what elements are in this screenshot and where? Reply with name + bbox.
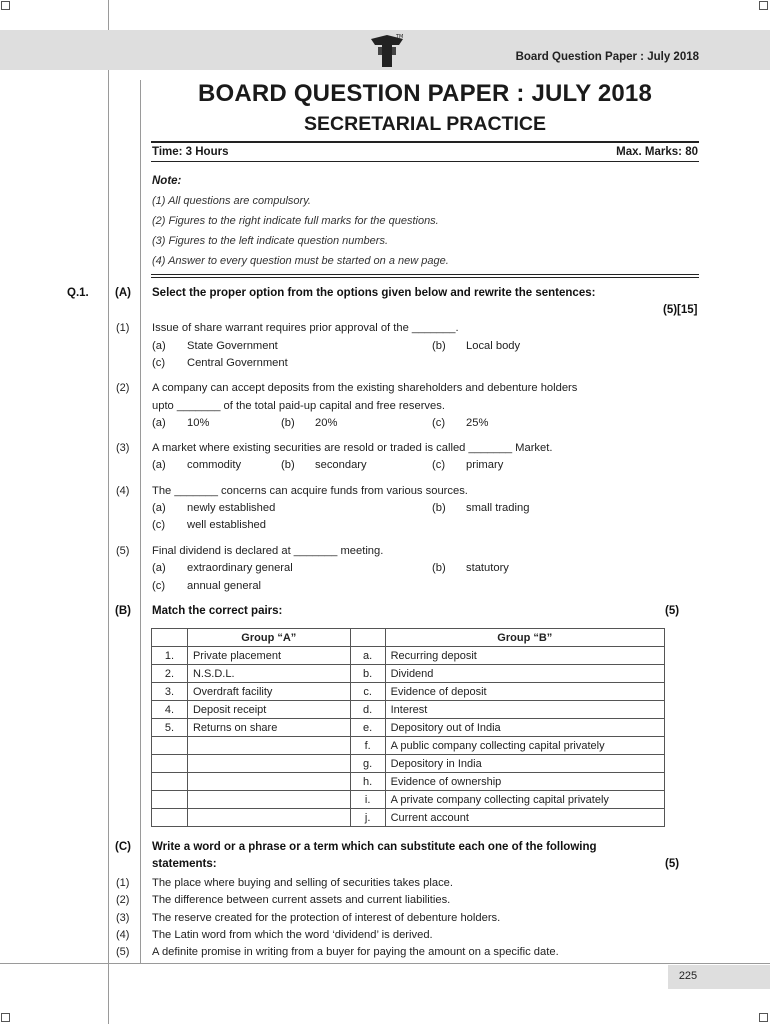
table-cell: A private company collecting capital privately [385,791,664,809]
table-row [152,719,665,737]
option-text: annual general [187,580,262,592]
statement-number: (5) [116,946,130,958]
table-cell: Interest [385,701,664,719]
section-instruction: Select the proper option from the options given below and rewrite the sentences: [152,287,596,299]
option-text: extraordinary general [187,562,293,574]
table-cell: Depository out of India [385,719,664,737]
table-cell [152,791,188,809]
table-header-cell: Group “A” [187,629,350,647]
time-label: Time: 3 Hours [152,146,229,158]
mcq-text: The _______ concerns can acquire funds from various sources. [152,485,468,497]
table-cell: Recurring deposit [385,647,664,665]
section-instruction: Match the correct pairs: [152,605,283,617]
page-number: 225 [678,970,698,982]
table-cell: j. [350,809,385,827]
note-rule [151,274,699,275]
table-cell: Evidence of ownership [385,773,664,791]
mcq-text: Issue of share warrant requires prior approval of the _______. [152,322,459,334]
running-header: Board Question Paper : July 2018 [515,51,699,63]
statement-number: (2) [116,894,130,906]
footer-line [0,963,770,964]
table-header-cell [350,629,385,647]
table-row [152,809,665,827]
table-row [152,737,665,755]
option-text: well established [187,519,266,531]
option-label: (b) [281,459,295,471]
statement-text: The Latin word from which the word ‘dividend’ is derived. [152,929,433,941]
table-row [152,701,665,719]
question-number: Q.1. [67,287,89,299]
table-cell: f. [350,737,385,755]
table-cell: 5. [152,719,188,737]
note-title: Note: [152,175,182,187]
option-text: primary [466,459,504,471]
table-cell [152,755,188,773]
time-rule [151,161,699,162]
mcq-number: (4) [116,485,130,497]
mcq-text: A company can accept deposits from the existing shareholders and debenture holders [152,382,578,394]
table-cell: c. [350,683,385,701]
option-text: small trading [466,502,530,514]
table-cell: 4. [152,701,188,719]
margin-line-inner [140,80,141,963]
table-cell [152,773,188,791]
option-label: (a) [152,417,166,429]
note-item: (1) All questions are compulsory. [152,195,311,207]
option-label: (a) [152,340,166,352]
section-marks: (5) [665,858,680,870]
option-label: (b) [281,417,295,429]
table-cell: b. [350,665,385,683]
time-marks-row [152,146,698,158]
table-header-cell: Group “B” [385,629,664,647]
option-label: (a) [152,562,166,574]
statement-text: The place where buying and selling of securities takes place. [152,877,453,889]
option-text: 20% [315,417,338,429]
table-row [152,683,665,701]
section-marks: (5) [665,605,680,617]
table-cell [187,755,350,773]
table-cell: h. [350,773,385,791]
section-label: (A) [115,287,131,299]
statement-number: (1) [116,877,130,889]
option-label: (c) [152,580,166,592]
section-label: (C) [115,841,131,853]
mcq-text-continued: upto _______ of the total paid-up capital and free reserves. [152,400,445,412]
statement-text: A definite promise in writing from a buyer for paying the amount on a specific date. [152,946,559,958]
statement-text: The reserve created for the protection of interest of debenture holders. [152,912,501,924]
table-row [152,647,665,665]
option-text: newly established [187,502,276,514]
subject-title: SECRETARIAL PRACTICE [304,113,546,135]
mcq-text: A market where existing securities are resold or traded is called _______ Market. [152,442,553,454]
crop-mark-top-right [759,1,768,10]
table-cell: g. [350,755,385,773]
option-text: Central Government [187,357,288,369]
option-text: secondary [315,459,367,471]
table-cell: Overdraft facility [187,683,350,701]
option-label: (b) [432,340,446,352]
table-cell: a. [350,647,385,665]
table-cell: Depository in India [385,755,664,773]
statement-number: (3) [116,912,130,924]
max-marks-label: Max. Marks: 80 [616,146,698,158]
margin-line-footer [108,963,109,1024]
section-instruction-continued: statements: [152,858,217,870]
table-cell: N.S.D.L. [187,665,350,683]
svg-text:TM: TM [396,34,404,40]
table-row [152,665,665,683]
option-label: (c) [152,519,166,531]
paper-title: BOARD QUESTION PAPER : JULY 2018 [197,80,653,107]
note-item: (4) Answer to every question must be started on a new page. [152,255,449,267]
statement-number: (4) [116,929,130,941]
table-cell [152,737,188,755]
option-label: (c) [432,417,446,429]
table-cell: 2. [152,665,188,683]
match-table-body [152,647,665,827]
table-cell: 1. [152,647,188,665]
margin-line-left [108,70,109,963]
table-cell: Evidence of deposit [385,683,664,701]
table-cell: e. [350,719,385,737]
table-cell: Returns on share [187,719,350,737]
option-label: (a) [152,502,166,514]
table-cell: Dividend [385,665,664,683]
option-label: (b) [432,562,446,574]
table-cell: A public company collecting capital privately [385,737,664,755]
match-pairs-table [151,628,665,827]
table-cell [187,791,350,809]
option-label: (c) [152,357,166,369]
section-instruction: Write a word or a phrase or a term which can substitute each one of the following [152,841,597,853]
section-marks: (5)[15] [663,304,698,316]
table-row [152,755,665,773]
table-row [152,791,665,809]
table-cell: Current account [385,809,664,827]
note-item: (2) Figures to the right indicate full marks for the questions. [152,215,439,227]
mcq-text: Final dividend is declared at _______ meeting. [152,545,384,557]
section-label: (B) [115,605,131,617]
table-cell [187,737,350,755]
note-rule [151,277,699,278]
table-cell: 3. [152,683,188,701]
option-text: statutory [466,562,509,574]
mcq-number: (5) [116,545,130,557]
note-item: (3) Figures to the left indicate question numbers. [152,235,389,247]
mcq-number: (3) [116,442,130,454]
table-cell [187,773,350,791]
table-cell: d. [350,701,385,719]
title-rule [151,141,699,143]
table-cell: Deposit receipt [187,701,350,719]
statement-text: The difference between current assets and current liabilities. [152,894,451,906]
crop-mark-bottom-right [759,1013,768,1022]
table-row [152,773,665,791]
option-label: (a) [152,459,166,471]
option-label: (c) [432,459,446,471]
table-header-row [152,629,665,647]
mcq-number: (1) [116,322,130,334]
crop-mark-bottom-left [1,1013,10,1022]
crop-mark-top-left [1,1,10,10]
option-text: Local body [466,340,521,352]
option-text: 25% [466,417,489,429]
table-cell [152,809,188,827]
table-cell: i. [350,791,385,809]
table-header-cell [152,629,188,647]
table-cell [187,809,350,827]
option-label: (b) [432,502,446,514]
option-text: 10% [187,417,210,429]
table-cell: Private placement [187,647,350,665]
option-text: commodity [187,459,242,471]
margin-line-left [108,0,109,30]
option-text: State Government [187,340,278,352]
publisher-logo-icon [367,33,407,69]
mcq-number: (2) [116,382,130,394]
